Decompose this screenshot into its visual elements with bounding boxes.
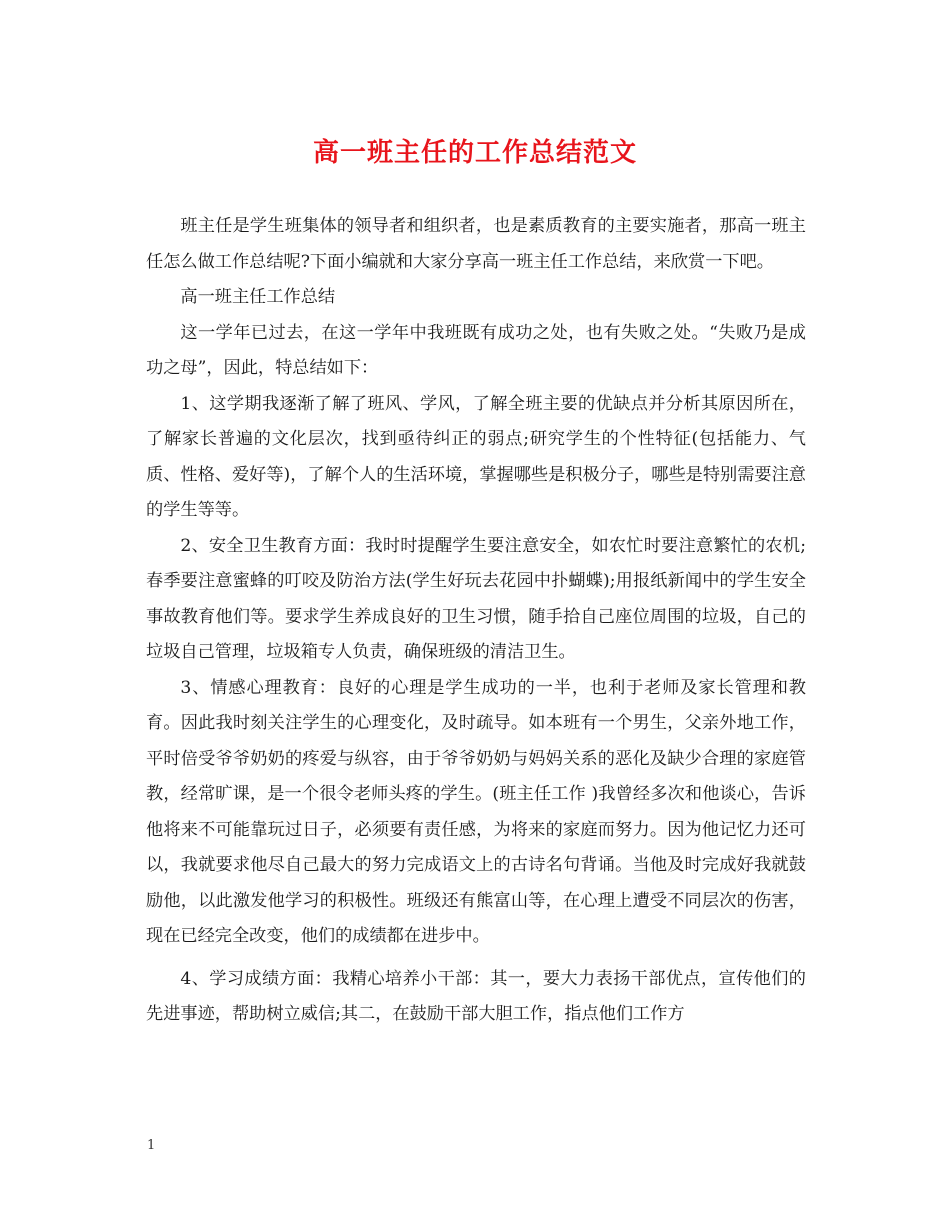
document-title: 高一班主任的工作总结范文 (312, 138, 637, 168)
paragraph-point-1: 1、这学期我逐渐了解了班风、学风，了解全班主要的优缺点并分析其原因所在，了解家长普遍的文化层次，找到亟待纠正的弱点;研究学生的个性特征(包括能力、气质、性格、爱好等)，了解个人的生活环境，掌握哪些是积极分子，哪些是特别需要注意的学生等等。 (146, 393, 806, 520)
paragraph-subheading: 高一班主任工作总结 (180, 287, 336, 307)
paragraph-point-2: 2、安全卫生教育方面：我时时提醒学生要注意安全，如农忙时要注意繁忙的农机;春季要注意蜜蜂的叮咬及防治方法(学生好玩去花园中扑蝴蝶);用报纸新闻中的学生安全事故教育他们等。要求学生养成良好的卫生习惯，随手拾自己座位周围的垃圾，自己的垃圾自己管理，垃圾箱专人负责，确保班级的清洁卫生。 (146, 535, 806, 662)
paragraph-point-3: 3、情感心理教育：良好的心理是学生成功的一半，也利于老师及家长管理和教育。因此我时刻关注学生的心理变化，及时疏导。如本班有一个男生，父亲外地工作，平时倍受爷爷奶奶的疼爱与纵容，由于爷爷奶奶与妈妈关系的恶化及缺少合理的家庭管教，经常旷课，是一个很令老师头疼的学生。(班主任工作 )我曾经多次和他谈心，告诉他将来不可能靠玩过日子，必须要有责任感，为将来的家庭而努力。因为他记忆力还可以，我就要求他尽自己最大的努力完成语文上的古诗名句背诵。当他及时完成好我就鼓励他，以此激发他学习的积极性。班级还有熊富山等，在心理上遭受不同层次的伤害，现在已经完全改变，他们的成绩都在进步中。 (146, 677, 806, 946)
paragraph-preface: 这一学年已过去，在这一学年中我班既有成功之处，也有失败之处。“失败乃是成功之母”，因此，特总结如下： (146, 322, 806, 378)
paragraph-point-4: 4、学习成绩方面：我精心培养小干部：其一，要大力表扬干部优点，宣传他们的先进事迹，帮助树立威信;其二，在鼓励干部大胆工作，指点他们工作方 (146, 968, 806, 1024)
paragraph-intro: 班主任是学生班集体的领导者和组织者，也是素质教育的主要实施者，那高一班主任怎么做工作总结呢?下面小编就和大家分享高一班主任工作总结，来欣赏一下吧。 (146, 216, 806, 272)
document-body (146, 209, 806, 1033)
page-number: 1 (147, 1138, 156, 1153)
